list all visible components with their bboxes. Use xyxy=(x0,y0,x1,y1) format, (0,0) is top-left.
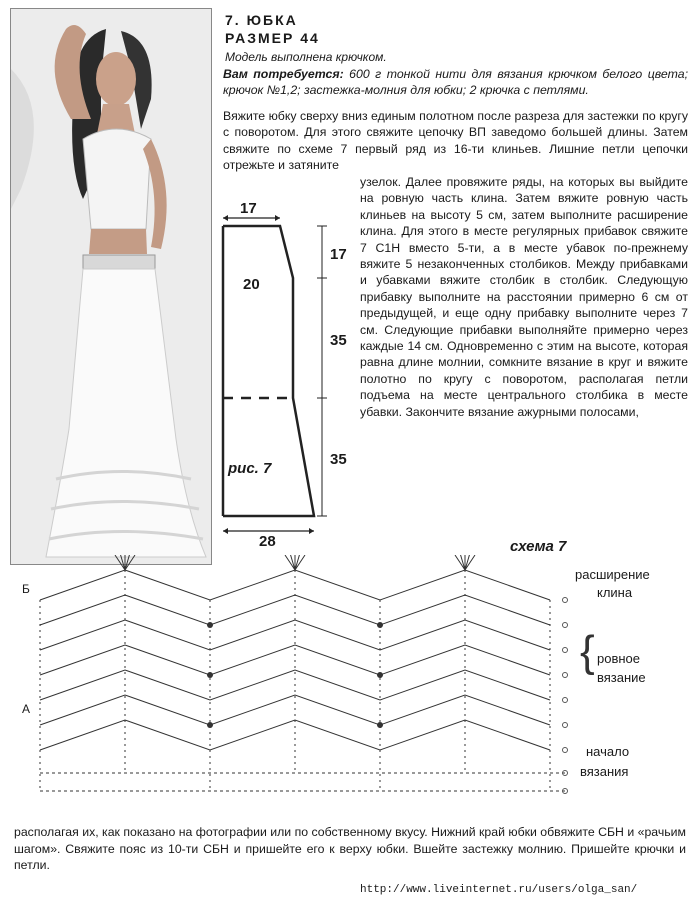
annotation-expansion-1: расширение xyxy=(575,567,650,582)
instructions-footer: располагая их, как показано на фотографии или по собственному вкусу. Нижний край юбки обвяжите СБН и «рачьим шагом». Свяжите пояс из 10-ти СБН и пришейте его к верху юбки. Вшейте застежку молнию. Пришейте крючки и петли. xyxy=(14,825,686,872)
annotation-even-2: вязание xyxy=(597,670,646,685)
instructions-part2: узелок. Далее провяжите ряды, на которых вы выйдите на ровную часть клина. Затем вяжите ровную часть клиньев на высоту 5 см, затем выполните расширение клина. Для этого в месте регулярных прибавок свяжите 7 С1Н вместо 5-ти, а в месте убавок по-прежнему вяжите 5 незаконченных столбиков. Между прибавками и убавками вяжите столбик в столбик. Следующую прибавку выполните на расстоянии примерно 6 см от предыдущей, и еще одну прибавку выполните через 7 см. Следующие прибавки выполняйте примерно через каждые 14 см. Одновременно с этим на высоте, которая равна длине молнии, сомкните вязание в круг и вяжите полотно по кругу с поворотом, располагая петли подъема на месте центрального столбика в месте убавки. Закончите вязание ажурными полосами, xyxy=(360,175,688,419)
dim-inner-height: 20 xyxy=(243,276,260,293)
annotation-even-1: ровное xyxy=(597,651,641,666)
crochet-chart xyxy=(20,555,580,805)
dim-right-2: 35 xyxy=(330,332,347,349)
brace-icon: { xyxy=(580,627,595,676)
annotation-start-2: вязания xyxy=(580,764,629,779)
dim-right-1: 17 xyxy=(330,246,347,263)
annotation-expansion-2: клина xyxy=(597,585,633,600)
schema-title: схема 7 xyxy=(510,538,567,555)
materials-label: Вам потребуется: xyxy=(223,67,344,81)
item-title: 7. ЮБКА xyxy=(225,12,298,28)
schema-label-a: А xyxy=(22,702,31,716)
schema-label-b: Б xyxy=(22,582,30,596)
item-size: РАЗМЕР 44 xyxy=(225,30,320,46)
figure-label: рис. 7 xyxy=(228,460,272,477)
source-url: http://www.liveinternet.ru/users/olga_san/ xyxy=(360,884,638,896)
dim-top-width: 17 xyxy=(240,200,257,217)
materials-paragraph xyxy=(223,66,688,99)
skirt-photo xyxy=(10,8,212,565)
model-note: Модель выполнена крючком. xyxy=(225,50,387,64)
annotation-start-1: начало xyxy=(586,744,630,759)
model-photo-illustration xyxy=(11,9,211,564)
instructions-part1: Вяжите юбку сверху вниз единым полотном после разреза для застежки по кругу с поворотом. Для этого свяжите цепочку ВП заведомо большей длины. Затем свяжите по схеме 7 первый ряд из 16-ти клиньев. Лишние петли цепочки отрежьте и затяните xyxy=(223,109,688,173)
dim-right-3: 35 xyxy=(330,451,347,468)
dim-bottom-width: 28 xyxy=(259,533,276,550)
materials-text: 600 г тонкой нити для вязания крючком белого цвета; крючок №1,2; застежка-молния для юбки; 2 крючка с петлями. xyxy=(223,67,688,98)
